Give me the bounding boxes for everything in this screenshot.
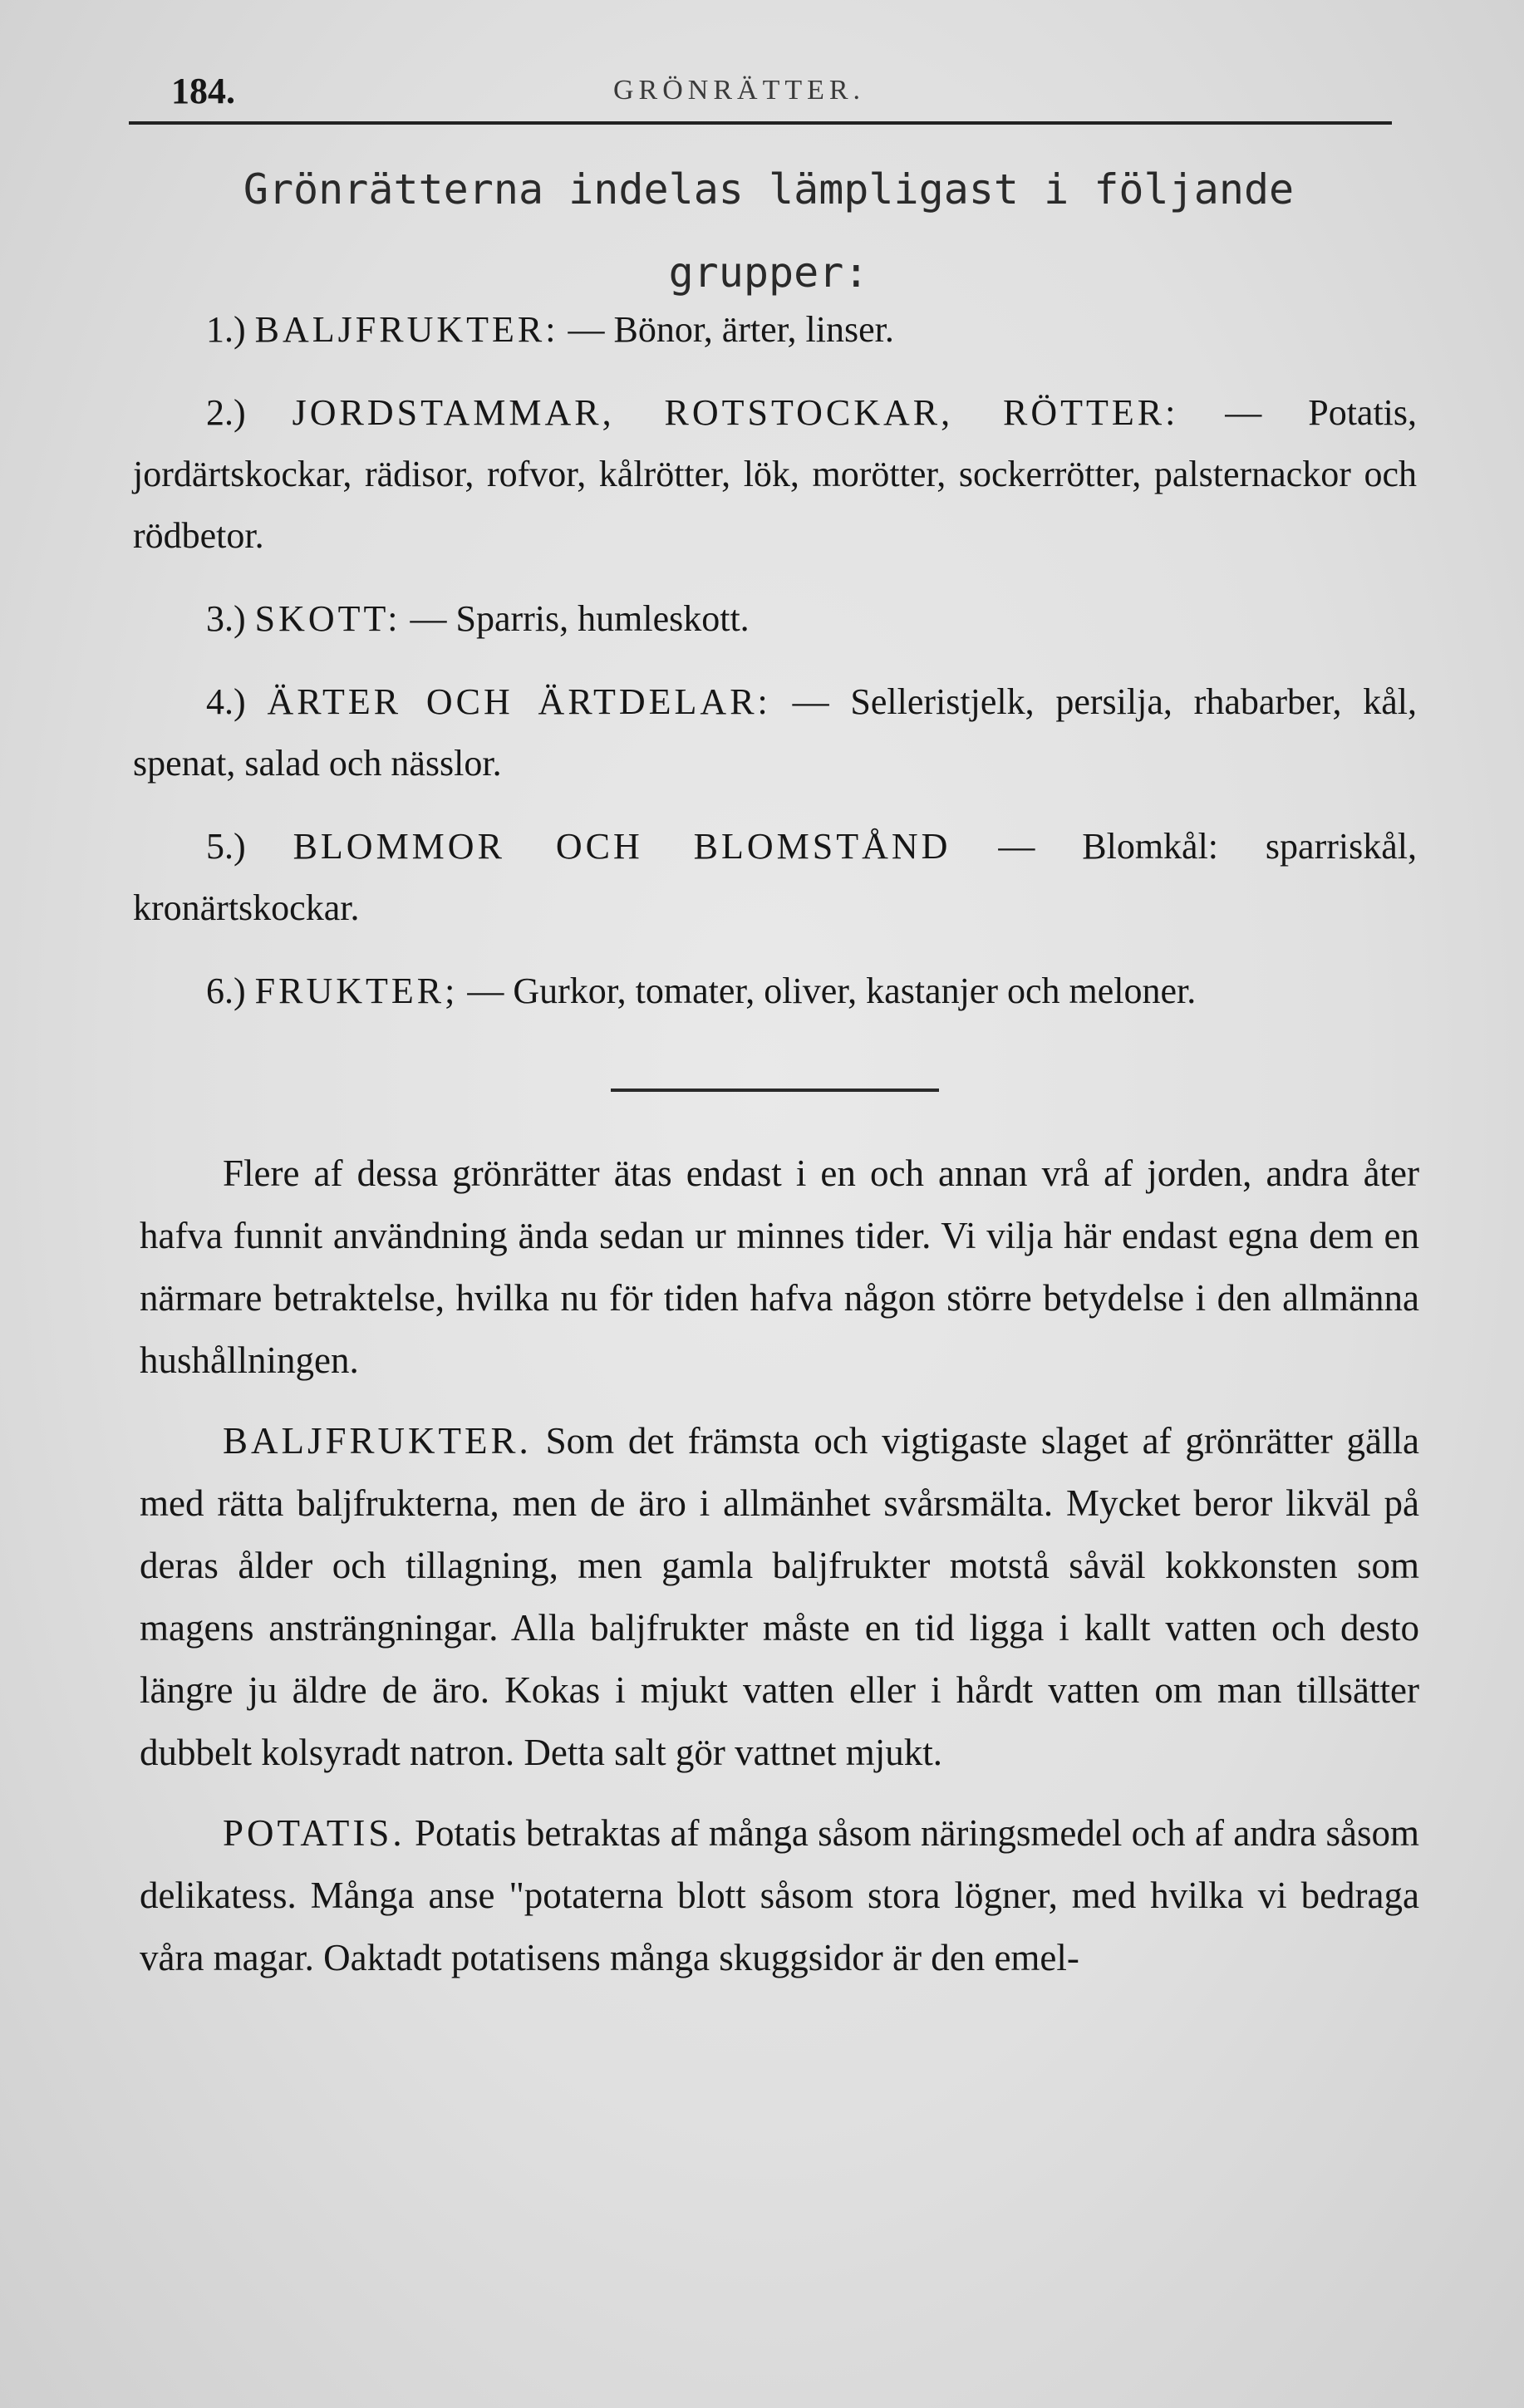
paragraph — [140, 1143, 1419, 1392]
running-title: GRÖNRÄTTER. — [613, 75, 866, 106]
group-number: 2.) — [206, 392, 246, 433]
paragraph-text: Som det främsta och vigtigaste slaget af grönrätter gälla med rätta baljfrukterna, men de äro i allmänhet svårsmälta. Mycket beror likväl på deras ålder och tillagning, men gamla baljfrukter motstå såväl kokkonsten som magens ansträngningar. Alla baljfrukter måste en tid ligga i kallt vatten och desto längre ju äldre de äro. Kokas i mjukt vatten eller i hårdt vatten om man tillsätter dubbelt kolsyradt natron. Detta salt gör vattnet mjukt. — [140, 1420, 1419, 1773]
group-text: — Sparris, humleskott. — [410, 598, 750, 639]
group-item — [133, 671, 1417, 794]
group-number: 6.) — [206, 971, 246, 1011]
group-number: 1.) — [206, 309, 246, 350]
group-item — [133, 961, 1417, 1022]
paragraph-text: Potatis betraktas af många såsom näringsmedel och af andra såsom delikatess. Många anse "potaterna blott såsom stora lögner, med hvilka vi bedraga våra magar. Oaktadt potatisens många skuggsidor är den emel- — [140, 1812, 1420, 1978]
group-heading: BLOMMOR OCH BLOMSTÅND — [293, 826, 951, 867]
body-text — [140, 1143, 1419, 2007]
group-list — [133, 299, 1417, 1044]
group-number: 3.) — [206, 598, 246, 639]
paragraph — [140, 1410, 1419, 1784]
group-text: — Blomkål: sparriskål, kronärtskockar. — [133, 826, 1417, 928]
intro-heading: Grönrätterna indelas lämpligast i följande grupper: — [243, 165, 1295, 297]
group-heading: JORDSTAMMAR, ROTSTOCKAR, RÖTTER: — [292, 392, 1179, 433]
section-separator — [611, 1089, 939, 1092]
group-text: — Selleristjelk, persilja, rhabarber, kål, spenat, salad och nässlor. — [133, 681, 1418, 784]
group-heading: BALJFRUKTER: — [254, 309, 559, 350]
group-heading: ÄRTER OCH ÄRTDELAR: — [267, 681, 771, 722]
group-item — [133, 382, 1417, 567]
paragraph — [140, 1802, 1419, 1989]
group-heading: FRUKTER; — [254, 971, 459, 1011]
group-number: 5.) — [206, 826, 246, 867]
header-rule — [129, 121, 1392, 125]
group-item — [133, 299, 1417, 361]
group-heading: SKOTT: — [254, 598, 401, 639]
group-item — [133, 816, 1417, 939]
group-text: — Bönor, ärter, linser. — [568, 309, 894, 350]
paragraph-lead: POTATIS. — [223, 1812, 406, 1854]
running-head — [158, 60, 1421, 118]
page-number: 184. — [171, 71, 235, 111]
group-number: 4.) — [206, 681, 246, 722]
group-item — [133, 588, 1417, 650]
paragraph-lead: BALJFRUKTER. — [223, 1420, 532, 1462]
group-text: — Potatis, jordärtskockar, rädisor, rofvor, kålrötter, lök, morötter, sockerrötter, palsternackor och rödbetor. — [133, 392, 1418, 556]
group-text: — Gurkor, tomater, oliver, kastanjer och meloner. — [467, 971, 1197, 1011]
paragraph-text: Flere af dessa grönrätter ätas endast i en och annan vrå af jorden, andra åter hafva funnit användning ända sedan ur minnes tider. Vi vilja här endast egna dem en närmare betraktelse, hvilka nu för tiden hafva någon större betydelse i den allmänna hushållningen. — [140, 1152, 1419, 1381]
